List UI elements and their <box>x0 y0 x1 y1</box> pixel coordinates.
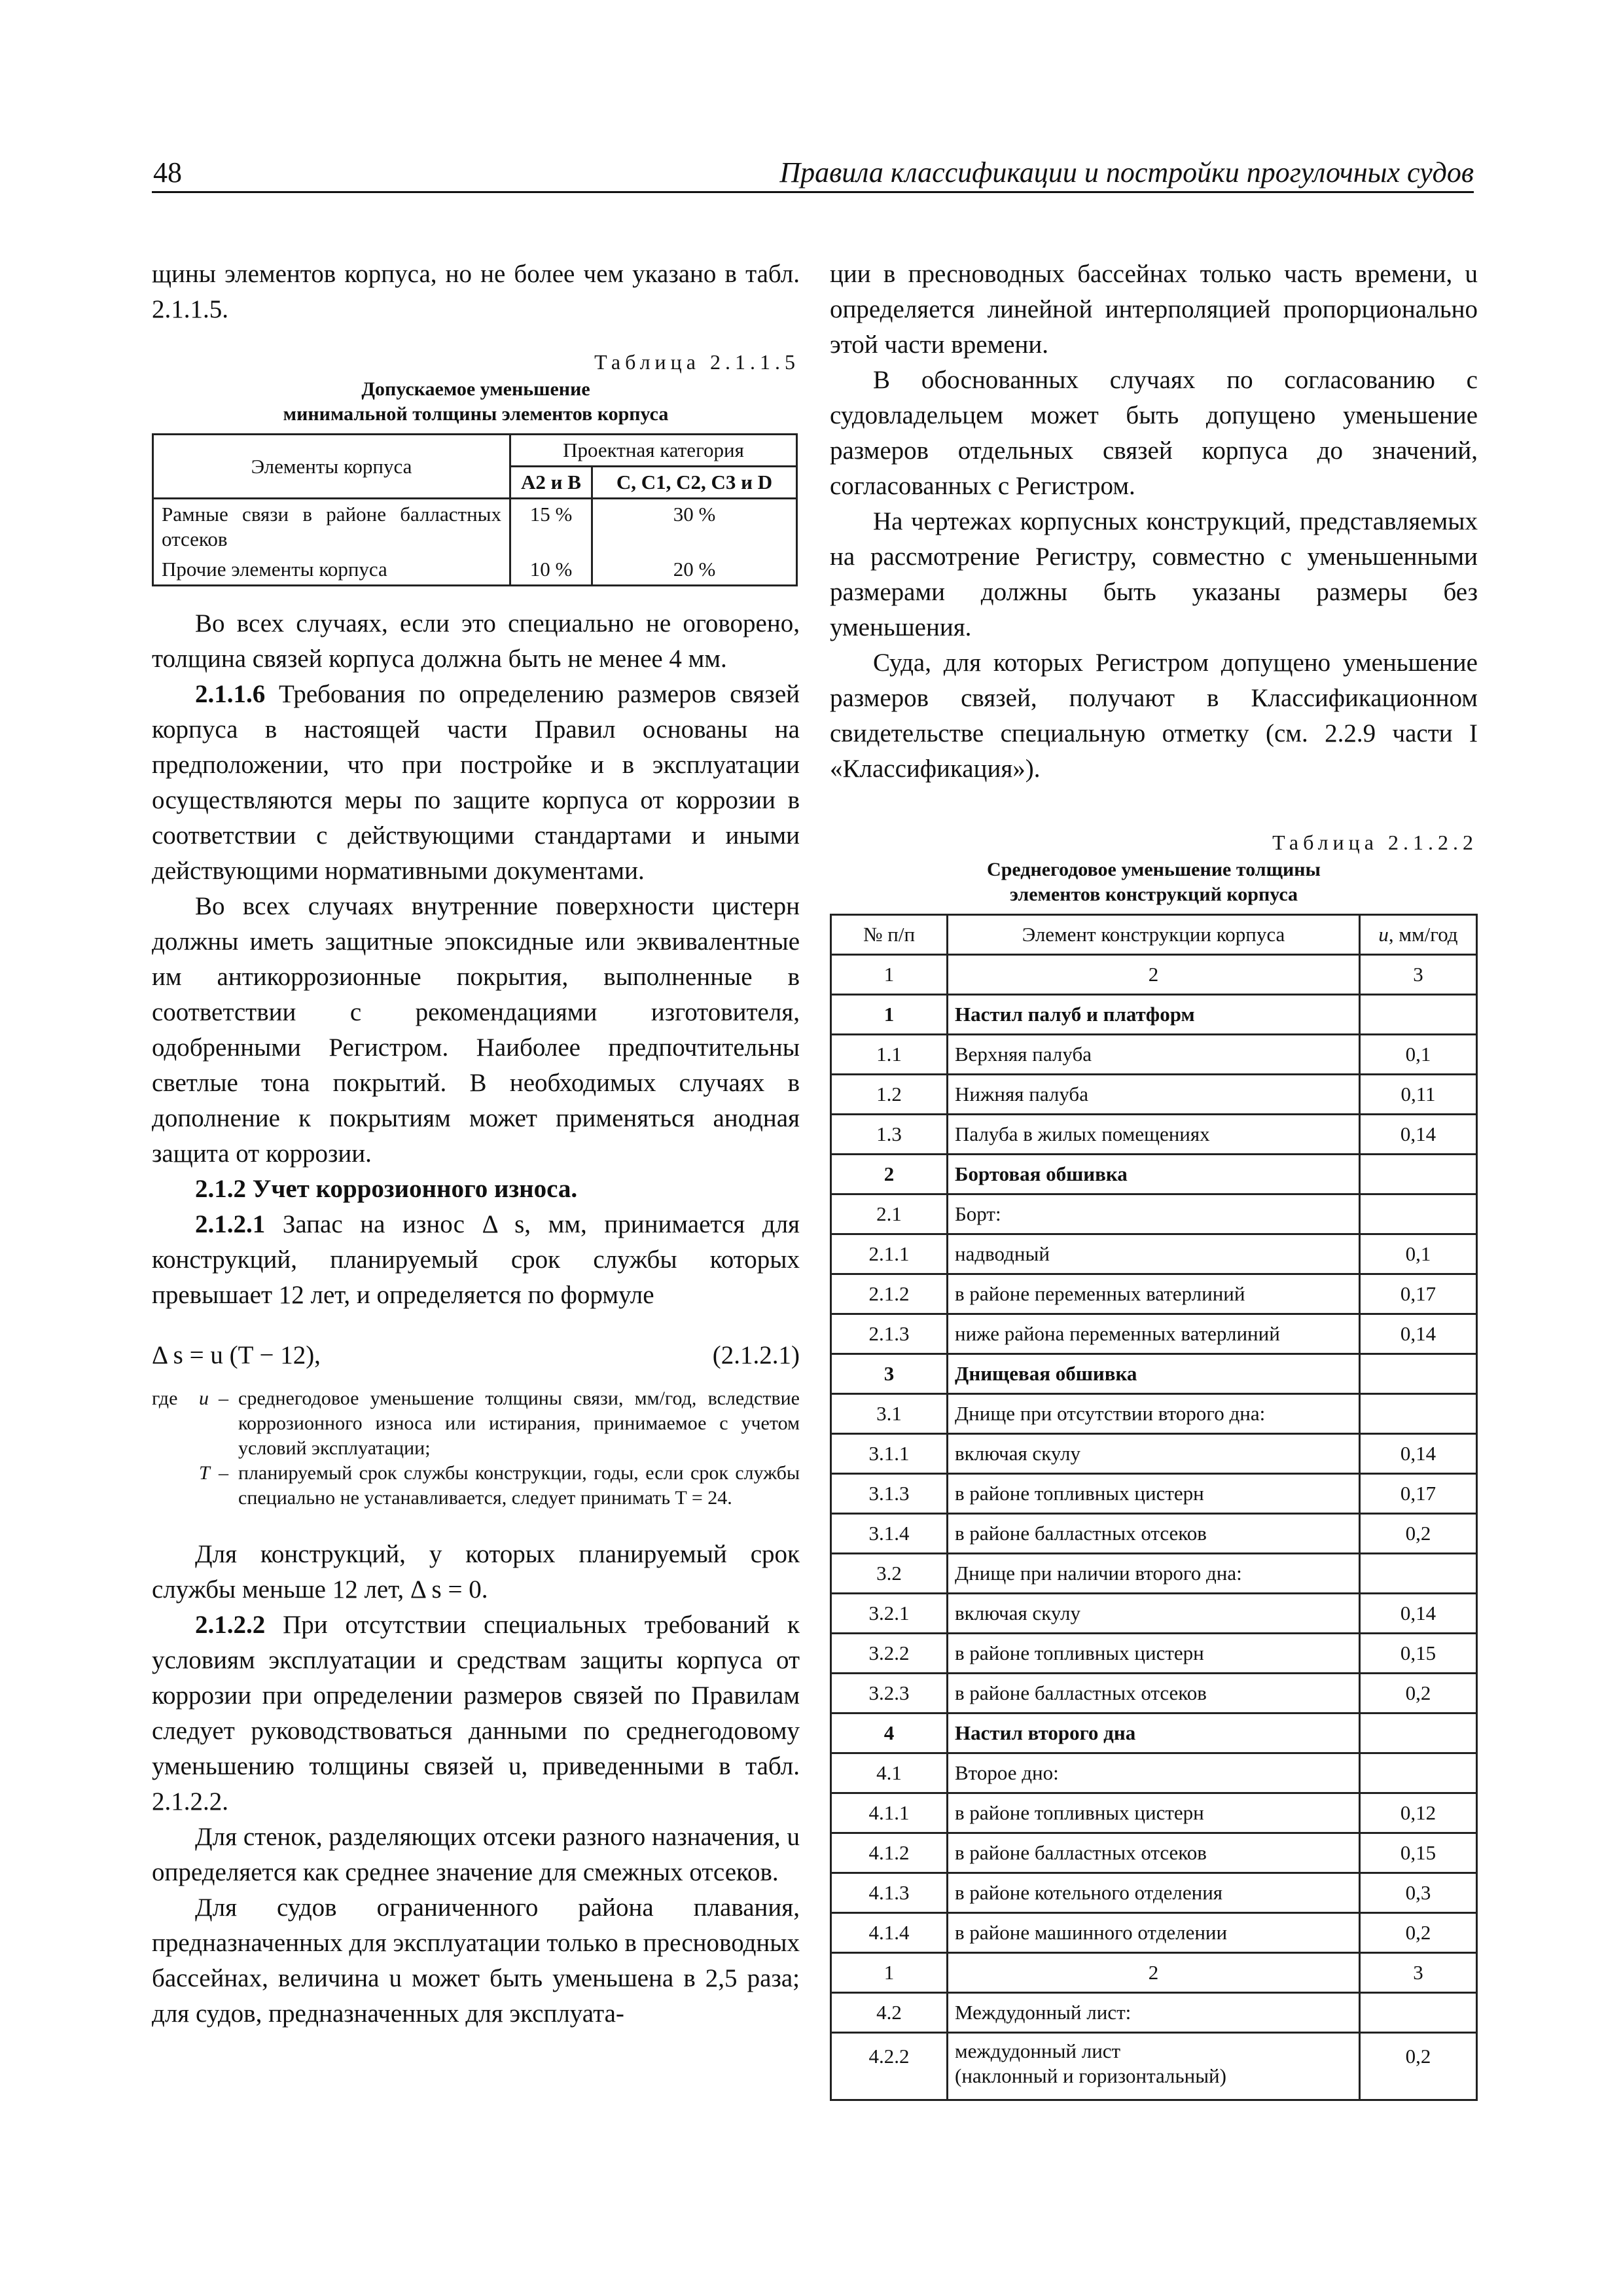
table-cell: 2.1 <box>831 1194 948 1234</box>
column-header-number: № п/п <box>831 915 948 955</box>
table-2-1-1-5 <box>152 433 798 586</box>
table-cell: 4 <box>831 1713 948 1753</box>
table-cell: в районе топливных цистерн <box>948 1634 1360 1674</box>
table-cell: Междудонный лист: <box>948 1993 1360 2033</box>
paragraph-continuation-right: ции в пресноводных бассейнах только часть времени, u определяется линейной интерполяцией пропорционально этой части времени. <box>830 260 1478 359</box>
table-row <box>831 1993 1477 2033</box>
table-2-1-2-2-title-line2: элементов конструкций корпуса <box>1009 884 1298 905</box>
table-cell: 3 <box>831 1354 948 1394</box>
table-row <box>831 1035 1477 1075</box>
paragraph-class-notation: Суда, для которых Регистром допущено уменьшение размеров связей, получают в Классификационном свидетельстве специальную отметку (см. 2.2.9 части I «Классификация»). <box>830 649 1478 783</box>
table-row <box>831 1793 1477 1833</box>
table-cell: в районе балластных отсеков <box>948 1833 1360 1873</box>
table-cell: 2 <box>948 955 1360 995</box>
table-cell: 0,12 <box>1360 1793 1477 1833</box>
table-cell: Днище при наличии второго дна: <box>948 1554 1360 1594</box>
table-cell: 3.2 <box>831 1554 948 1594</box>
table-cell <box>1360 1713 1477 1753</box>
table-2-1-2-2-caption: Таблица 2.1.2.2 <box>1272 831 1478 854</box>
column-header-a2-b: A2 и B <box>510 467 592 499</box>
table-2-1-1-5-title-line1: Допускаемое уменьшение <box>361 378 590 400</box>
table-row <box>831 1873 1477 1913</box>
table-cell: Днищевая обшивка <box>948 1354 1360 1394</box>
table-row <box>153 499 797 555</box>
table-cell: 1.1 <box>831 1035 948 1075</box>
table-cell: Нижняя палуба <box>948 1075 1360 1115</box>
table-cell: 2.1.2 <box>831 1274 948 1314</box>
clause-number: 2.1.2.2 <box>195 1611 266 1639</box>
table-cell: 0,14 <box>1360 1115 1477 1155</box>
table-cell: 3.1 <box>831 1394 948 1434</box>
table-row <box>831 1434 1477 1474</box>
table-row <box>831 1634 1477 1674</box>
table-cell: в районе балластных отсеков <box>948 1514 1360 1554</box>
where-label: где <box>152 1388 178 1409</box>
table-cell: 1 <box>831 995 948 1035</box>
table-cell: Прочие элементы корпуса <box>153 554 510 586</box>
running-title: Правила классификации и постройки прогулочных судов <box>779 156 1474 188</box>
table-cell <box>1360 1993 1477 2033</box>
formula-number: (2.1.2.1) <box>712 1341 800 1369</box>
formula-expression: Δ s = u (T − 12), <box>152 1341 321 1369</box>
table-cell: в районе машинного отделении <box>948 1913 1360 1953</box>
table-row <box>831 1833 1477 1873</box>
table-cell: Второе дно: <box>948 1753 1360 1793</box>
table-cell: в районе топливных цистерн <box>948 1474 1360 1514</box>
symbol-u: u <box>199 1388 209 1409</box>
table-2-1-1-5-title-line2: минимальной толщины элементов корпуса <box>283 403 669 425</box>
table-cell: 3.2.2 <box>831 1634 948 1674</box>
column-header-elements: Элементы корпуса <box>153 435 510 499</box>
table-row <box>153 554 797 586</box>
table-cell: 30 % <box>592 499 797 555</box>
paragraph-tank-coatings: Во всех случаях внутренние поверхности цистерн должны иметь защитные эпоксидные или эквивалентные им антикоррозионные покрытия, выполненные в соответствии с рекомендациями изготовителя, одобренными Регистром. Наиболее предпочтительны светлые тона покрытий. В необходимых случаях в дополнение к покрытиям может применяться анодная защита от коррозии. <box>152 892 800 1168</box>
table-cell: 0,3 <box>1360 1873 1477 1913</box>
table-section-row <box>831 1155 1477 1194</box>
table-cell: междудонный лист (наклонный и горизонтальный) <box>948 2033 1360 2100</box>
column-header-u: u, мм/год <box>1360 915 1477 955</box>
column-header-category: Проектная категория <box>510 435 797 467</box>
table-row <box>831 1913 1477 1953</box>
paragraph-walls: Для стенок, разделяющих отсеки разного назначения, u определяется как среднее значение для смежных отсеков. <box>152 1823 800 1886</box>
table-cell: 2 <box>831 1155 948 1194</box>
table-2-1-2-2-title-line1: Среднегодовое уменьшение толщины <box>987 859 1321 880</box>
table-cell: Верхняя палуба <box>948 1035 1360 1075</box>
table-row <box>831 2033 1477 2100</box>
table-cell: 2.1.1 <box>831 1234 948 1274</box>
table-row <box>831 1953 1477 1993</box>
table-cell <box>1360 1394 1477 1434</box>
table-row <box>831 1234 1477 1274</box>
table-section-row <box>831 995 1477 1035</box>
table-cell: 1 <box>831 955 948 995</box>
table-cell: 3.2.3 <box>831 1674 948 1713</box>
formula-legend: где u – среднегодовое уменьшение толщины связи, мм/год, вследствие коррозионного износа или истирания, принимаемое с учетом условий эксплуатации; T – планируемый срок службы конструкции, годы, если срок службы специально не устанавливается, следует принимать T = 24. <box>152 1386 800 1511</box>
table-row <box>831 1474 1477 1514</box>
table-cell: 0,17 <box>1360 1474 1477 1514</box>
table-row <box>831 1753 1477 1793</box>
table-cell: 3 <box>1360 955 1477 995</box>
table-cell: включая скулу <box>948 1434 1360 1474</box>
table-cell: 4.2.2 <box>831 2033 948 2100</box>
column-header-element: Элемент конструкции корпуса <box>948 915 1360 955</box>
table-cell: 3.2.1 <box>831 1594 948 1634</box>
table-cell: в районе топливных цистерн <box>948 1793 1360 1833</box>
table-row <box>831 1594 1477 1634</box>
table-row <box>831 1075 1477 1115</box>
table-row <box>831 955 1477 995</box>
table-cell: 0,2 <box>1360 1514 1477 1554</box>
left-column <box>152 257 800 2032</box>
running-header <box>152 145 1474 193</box>
table-cell: 0,14 <box>1360 1594 1477 1634</box>
table-row <box>831 1314 1477 1354</box>
table-cell: включая скулу <box>948 1594 1360 1634</box>
table-cell: Настил второго дна <box>948 1713 1360 1753</box>
table-cell: 0,2 <box>1360 1913 1477 1953</box>
paragraph-agreed-reduction: В обоснованных случаях по согласованию с судовладельцем может быть допущено уменьшение размеров отдельных связей корпуса до значений, согласованных с Регистром. <box>830 366 1478 500</box>
table-cell: 0,2 <box>1360 2033 1477 2100</box>
paragraph-2-1-2-1: 2.1.2.1 Запас на износ Δ s, мм, принимается для конструкций, планируемый срок службы которых превышает 12 лет, и определяется по формуле <box>152 1210 800 1309</box>
symbol-u-definition: среднегодовое уменьшение толщины связи, мм/год, вследствие коррозионного износа или истирания, принимаемое с учетом условий эксплуатации; <box>238 1388 800 1459</box>
table-cell: 0,11 <box>1360 1075 1477 1115</box>
table-cell: в районе балластных отсеков <box>948 1674 1360 1713</box>
table-cell: 0,17 <box>1360 1274 1477 1314</box>
table-row <box>831 1554 1477 1594</box>
table-cell: 20 % <box>592 554 797 586</box>
table-section-row <box>831 1354 1477 1394</box>
paragraph-fresh-water: Для судов ограниченного района плавания, предназначенных для эксплуатации только в пресноводных бассейнах, величина u может быть уменьшена в 2,5 раза; для судов, предназначенных для эксплуата- <box>152 1893 800 2028</box>
table-cell: 3.1.1 <box>831 1434 948 1474</box>
clause-number: 2.1.2.1 <box>195 1210 266 1238</box>
paragraph-2-1-1-6: 2.1.1.6 Требования по определению размеров связей корпуса в настоящей части Правил основаны на предположении, что при постройке и в эксплуатации осуществляются меры по защите корпуса от коррозии в соответствии с действующими стандартами и иными действующими нормативными документами. <box>152 680 800 885</box>
table-row <box>831 1194 1477 1234</box>
section-heading-2-1-2: 2.1.2 Учет коррозионного износа. <box>195 1175 578 1203</box>
table-cell: 1.2 <box>831 1075 948 1115</box>
column-header-c-d: C, C1, C2, C3 и D <box>592 467 797 499</box>
table-cell: 3 <box>1360 1953 1477 1993</box>
table-cell <box>1360 1554 1477 1594</box>
page-number: 48 <box>153 156 182 188</box>
table-cell: 0,1 <box>1360 1035 1477 1075</box>
table-cell: 0,14 <box>1360 1434 1477 1474</box>
table-cell: 1 <box>831 1953 948 1993</box>
table-cell: в районе котельного отделения <box>948 1873 1360 1913</box>
table-2-1-2-2 <box>830 914 1478 2101</box>
table-cell: 2 <box>948 1953 1360 1993</box>
paragraph-less-12-years: Для конструкций, у которых планируемый срок службы меньше 12 лет, Δ s = 0. <box>152 1540 800 1604</box>
table-cell: 0,1 <box>1360 1234 1477 1274</box>
table-cell: 4.2 <box>831 1993 948 2033</box>
table-row <box>831 1674 1477 1713</box>
table-body <box>831 955 1477 2100</box>
table-cell: 4.1 <box>831 1753 948 1793</box>
table-cell: Бортовая обшивка <box>948 1155 1360 1194</box>
table-cell: 4.1.3 <box>831 1873 948 1913</box>
table-cell: 15 % <box>510 499 592 555</box>
table-cell: Палуба в жилых помещениях <box>948 1115 1360 1155</box>
table-cell: 4.1.2 <box>831 1833 948 1873</box>
table-cell: 0,14 <box>1360 1314 1477 1354</box>
table-cell: 4.1.4 <box>831 1913 948 1953</box>
table-row <box>831 1115 1477 1155</box>
table-cell: 1.3 <box>831 1115 948 1155</box>
table-cell: надводный <box>948 1234 1360 1274</box>
table-cell: ниже района переменных ватерлиний <box>948 1314 1360 1354</box>
table-cell <box>1360 995 1477 1035</box>
table-cell: Рамные связи в районе балластных отсеков <box>153 499 510 555</box>
table-row <box>831 1394 1477 1434</box>
paragraph-continuation: щины элементов корпуса, но не более чем указано в табл. 2.1.1.5. <box>152 260 800 323</box>
table-row <box>831 1514 1477 1554</box>
table-cell: Настил палуб и платформ <box>948 995 1360 1035</box>
table-cell <box>1360 1753 1477 1793</box>
table-cell <box>1360 1155 1477 1194</box>
table-cell: 3.1.3 <box>831 1474 948 1514</box>
paragraph-min-thickness: Во всех случаях, если это специально не оговорено, толщина связей корпуса должна быть не менее 4 мм. <box>152 609 800 673</box>
table-cell: 0,15 <box>1360 1833 1477 1873</box>
paragraph-drawings: На чертежах корпусных конструкций, представляемых на рассмотрение Регистру, совместно с уменьшенными размерами должны быть указаны размеры без уменьшения. <box>830 507 1478 641</box>
right-column <box>830 257 1478 2101</box>
table-cell: Днище при отсутствии второго дна: <box>948 1394 1360 1434</box>
table-2-1-1-5-caption: Таблица 2.1.1.5 <box>594 350 800 374</box>
formula-2-1-2-1 <box>152 1338 800 1377</box>
table-cell: 0,15 <box>1360 1634 1477 1674</box>
table-cell: 0,2 <box>1360 1674 1477 1713</box>
table-cell <box>1360 1354 1477 1394</box>
table-cell: Борт: <box>948 1194 1360 1234</box>
clause-number: 2.1.1.6 <box>195 680 266 708</box>
table-cell: в районе переменных ватерлиний <box>948 1274 1360 1314</box>
table-row <box>831 1274 1477 1314</box>
table-section-row <box>831 1713 1477 1753</box>
table-cell: 10 % <box>510 554 592 586</box>
symbol-t: T <box>199 1462 210 1484</box>
table-cell <box>1360 1194 1477 1234</box>
paragraph-2-1-2-2: 2.1.2.2 При отсутствии специальных требований к условиям эксплуатации и средствам защиты корпуса от коррозии при определении размеров связей по Правилам следует руководствоваться данными по среднегодовому уменьшению толщины связей u, приведенными в табл. 2.1.2.2. <box>152 1611 800 1816</box>
table-cell: 4.1.1 <box>831 1793 948 1833</box>
table-cell: 3.1.4 <box>831 1514 948 1554</box>
table-cell: 2.1.3 <box>831 1314 948 1354</box>
symbol-t-definition: планируемый срок службы конструкции, годы, если срок службы специально не устанавливается, следует принимать T = 24. <box>238 1462 800 1509</box>
